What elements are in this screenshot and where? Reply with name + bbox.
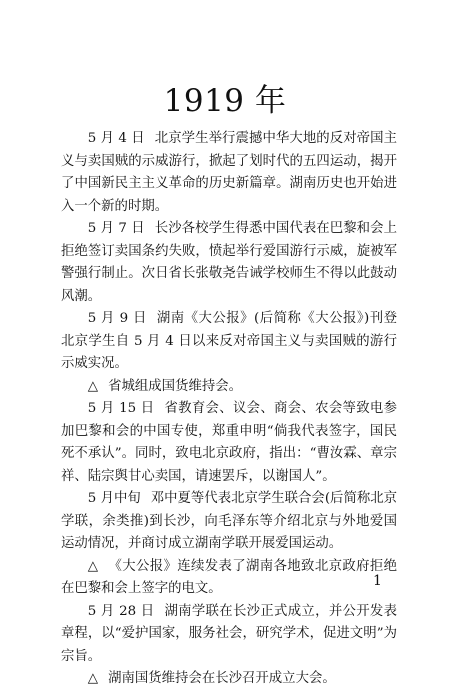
entry-text: 北京学生举行震撼中华大地的反对帝国主义与卖国贼的示威游行，掀起了划时代的五四运动，揭开了中国新民主主义革命的历史新篇章。湖南历史也开始进入一个新的时期。 [61, 131, 397, 214]
entry-date: 5 月 9 日 [87, 311, 147, 326]
triangle-marker: △ [87, 558, 99, 574]
entry-text: 《大公报》连续发表了湖南各地致北京政府拒绝在巴黎和会上签字的电文。 [61, 558, 397, 596]
entry-may-4 [61, 128, 397, 218]
entry-may-7 [61, 218, 397, 308]
entry-triangle-1 [61, 376, 397, 399]
entry-text: 邓中夏等代表北京学生联合会(后简称北京学联，余类推)到长沙，向毛泽东等介绍北京与外地爱国运动情况，并商讨成立湖南学联开展爱国运动。 [61, 491, 398, 551]
entry-may-15 [61, 398, 397, 488]
triangle-marker: △ [87, 378, 99, 394]
entry-text: 省教育会、议会、商会、农会等致电参加巴黎和会的中国专使，郑重申明“倘我代表签字，国民死不承认”。同时，致电北京政府，指出：“曹汝霖、章宗祥、陆宗舆甘心卖国，请速罢斥，以谢国人”。 [61, 401, 398, 484]
entry-may-9 [61, 308, 397, 376]
entry-date: 5 月中旬 [87, 491, 141, 506]
entry-text: 湖南《大公报》(后简称《大公报》)刊登北京学生自 5 月 4 日以来反对帝国主义与卖国贼的游行示威实况。 [61, 311, 397, 371]
entry-triangle-2 [61, 556, 397, 601]
entry-text: 长沙各校学生得悉中国代表在巴黎和会上拒绝签订卖国条约失败，愤起举行爱国游行示威，旋被军警强行制止。次日省长张敬尧告诫学校师生不得以此鼓动风潮。 [61, 221, 397, 304]
page-title: 1919 年 [163, 83, 287, 119]
entry-date: 5 月 15 日 [87, 401, 155, 416]
entry-text: 湖南国货维持会在长沙召开成立大会。 [108, 671, 336, 686]
triangle-marker: △ [87, 671, 99, 686]
entry-may-28 [61, 601, 397, 669]
entry-date: 5 月 4 日 [87, 131, 145, 146]
entry-triangle-3 [61, 668, 397, 691]
entry-text: 湖南学联在长沙正式成立，并公开发表章程，以“爱护国家，服务社会，研究学术，促进文明”为宗旨。 [61, 603, 398, 664]
page-number: 1 [373, 573, 382, 589]
entry-date: 5 月 28 日 [87, 603, 155, 619]
entry-mid-may [61, 488, 397, 556]
chronology-body [61, 128, 397, 691]
entry-text: 省城组成国货维持会。 [108, 378, 243, 394]
entry-date: 5 月 7 日 [87, 221, 145, 236]
